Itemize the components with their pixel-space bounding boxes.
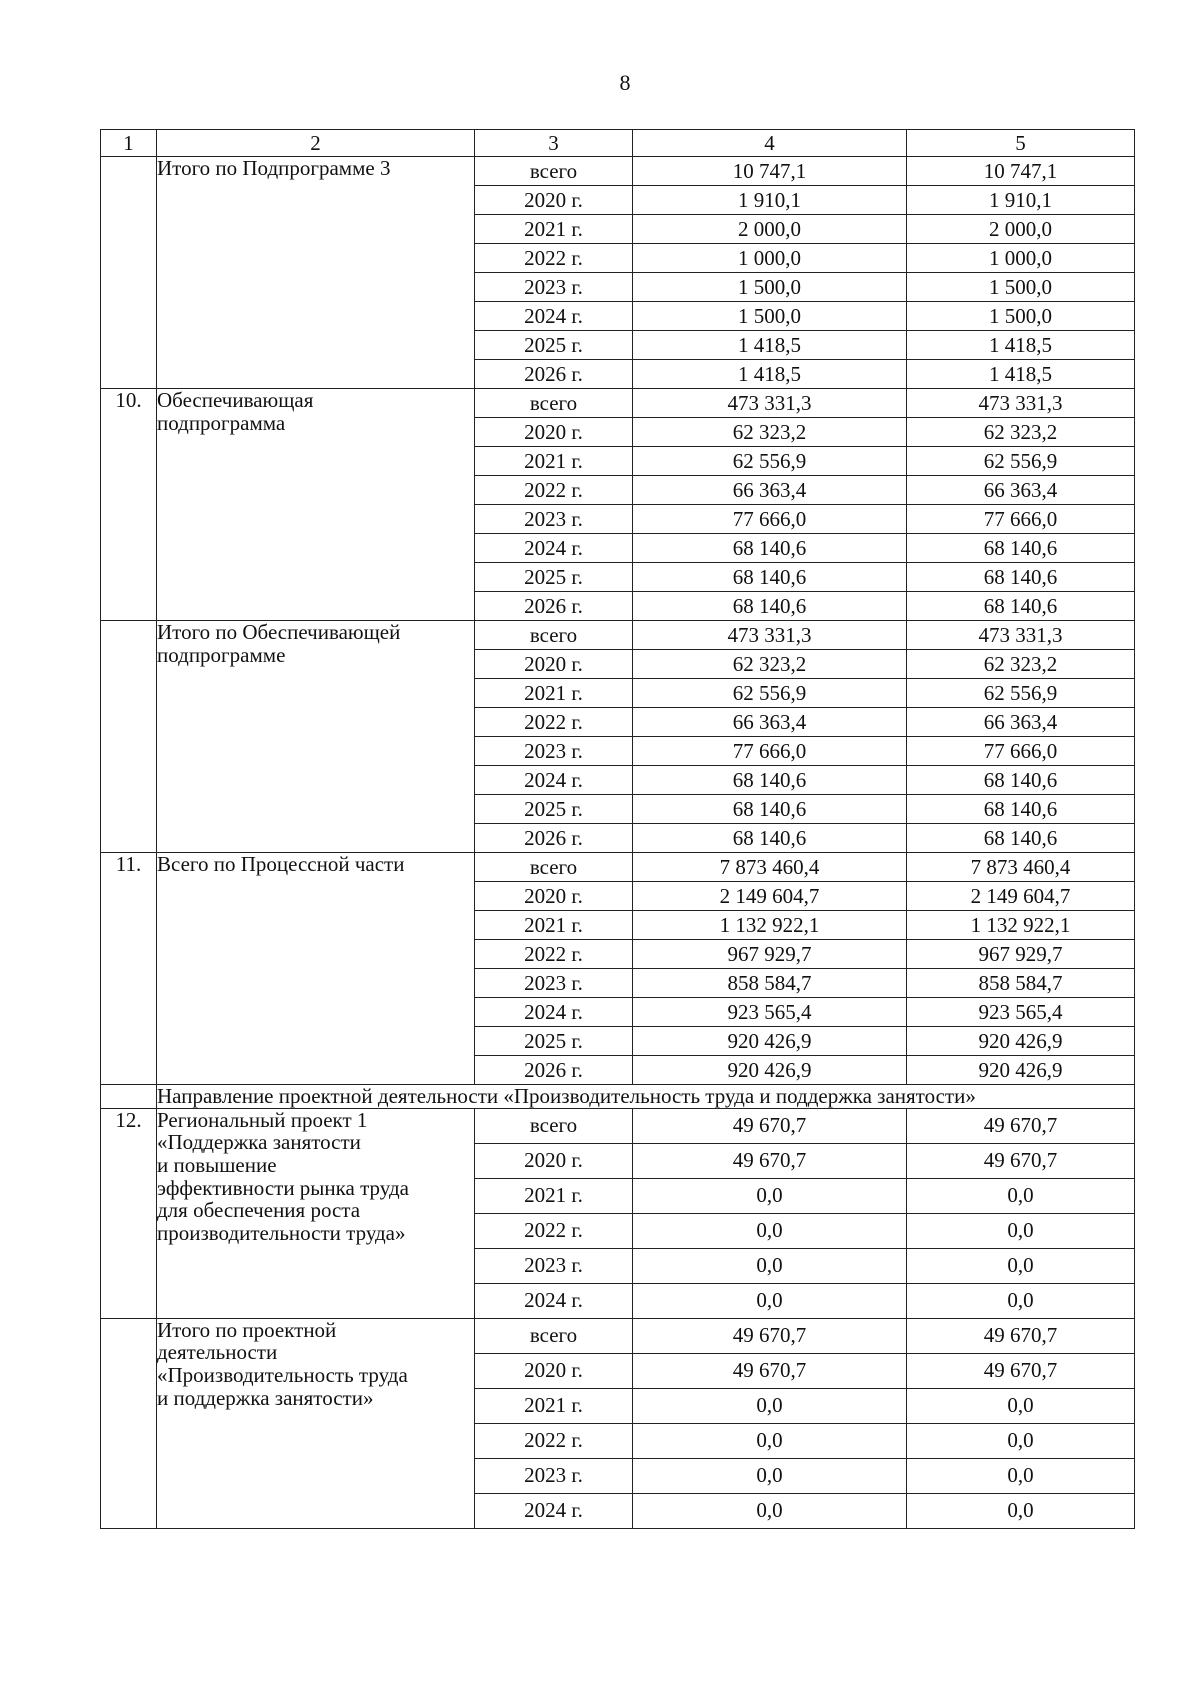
period-cell: 2021 г. [475,1178,633,1213]
value-col5-cell: 10 747,1 [907,157,1135,186]
value-col4-cell: 1 000,0 [633,244,907,273]
value-col5-cell: 62 556,9 [907,447,1135,476]
value-col4-cell: 68 140,6 [633,592,907,621]
period-cell: всего [475,389,633,418]
period-cell: всего [475,157,633,186]
value-col5-cell: 0,0 [907,1493,1135,1528]
value-col5-cell: 68 140,6 [907,534,1135,563]
period-cell: 2024 г. [475,766,633,795]
value-col4-cell: 2 000,0 [633,215,907,244]
period-cell: 2022 г. [475,940,633,969]
row-name-line: деятельности [157,1340,278,1365]
row-number: 10. [101,389,157,621]
period-cell: 2022 г. [475,1423,633,1458]
period-cell: 2020 г. [475,186,633,215]
value-col4-cell: 1 418,5 [633,331,907,360]
value-col5-cell: 77 666,0 [907,737,1135,766]
value-col5-cell: 68 140,6 [907,795,1135,824]
value-col5-cell: 0,0 [907,1423,1135,1458]
period-cell: всего [475,621,633,650]
value-col5-cell: 7 873 460,4 [907,853,1135,882]
value-col4-cell: 473 331,3 [633,389,907,418]
value-col5-cell: 62 323,2 [907,650,1135,679]
table-row [101,621,1135,650]
row-name-line: Итого по Обеспечивающей [157,620,401,644]
value-col5-cell: 1 000,0 [907,244,1135,273]
row-name [157,621,475,853]
row-name-line: Региональный проект 1 [157,1107,368,1132]
row-name-line: и повышение [157,1153,277,1178]
period-cell: 2024 г. [475,534,633,563]
value-col5-cell: 920 426,9 [907,1027,1135,1056]
row-name-line: «Производительность труда [157,1363,408,1388]
period-cell: 2021 г. [475,1388,633,1423]
period-cell: 2023 г. [475,737,633,766]
row-name [157,1108,475,1318]
row-name-line: «Поддержка занятости [157,1130,361,1155]
period-cell: 2024 г. [475,1283,633,1318]
value-col5-cell: 68 140,6 [907,766,1135,795]
value-col5-cell: 66 363,4 [907,476,1135,505]
period-cell: 2022 г. [475,476,633,505]
value-col5-cell: 473 331,3 [907,389,1135,418]
value-col4-cell: 1 910,1 [633,186,907,215]
value-col4-cell: 62 323,2 [633,650,907,679]
row-name-line: подпрограмме [157,642,286,667]
period-cell: 2022 г. [475,708,633,737]
row-name-line: Итого по Подпрограмме 3 [157,156,391,180]
period-cell: 2023 г. [475,505,633,534]
page-number: 8 [619,70,631,95]
row-number: 12. [101,1108,157,1318]
value-col4-cell: 0,0 [633,1213,907,1248]
table-row [101,157,1135,186]
row-name-line: Итого по проектной [157,1317,337,1342]
value-col4-cell: 923 565,4 [633,998,907,1027]
value-col5-cell: 49 670,7 [907,1353,1135,1388]
value-col4-cell: 68 140,6 [633,563,907,592]
row-number: 11. [101,853,157,1085]
value-col5-cell: 62 323,2 [907,418,1135,447]
value-col5-cell: 0,0 [907,1283,1135,1318]
period-cell: 2024 г. [475,302,633,331]
value-col4-cell: 920 426,9 [633,1027,907,1056]
period-cell: 2026 г. [475,1056,633,1085]
row-name [157,157,475,389]
value-col4-cell: 1 500,0 [633,302,907,331]
value-col4-cell: 7 873 460,4 [633,853,907,882]
table-row [101,853,1135,882]
period-cell: всего [475,1108,633,1143]
period-cell: 2020 г. [475,418,633,447]
value-col4-cell: 68 140,6 [633,766,907,795]
value-col5-cell: 68 140,6 [907,824,1135,853]
period-cell: 2022 г. [475,244,633,273]
budget-table [100,129,1135,1529]
row-name-line: Обеспечивающая [157,388,314,412]
value-col5-cell: 0,0 [907,1178,1135,1213]
section-row [101,1085,1135,1109]
value-col4-cell: 967 929,7 [633,940,907,969]
value-col4-cell: 68 140,6 [633,795,907,824]
value-col4-cell: 62 556,9 [633,679,907,708]
period-cell: 2025 г. [475,563,633,592]
value-col4-cell: 0,0 [633,1248,907,1283]
value-col4-cell: 473 331,3 [633,621,907,650]
column-header-2: 2 [157,130,475,157]
value-col5-cell: 0,0 [907,1213,1135,1248]
column-header-5: 5 [907,130,1135,157]
period-cell: 2026 г. [475,824,633,853]
value-col5-cell: 49 670,7 [907,1318,1135,1353]
value-col4-cell: 0,0 [633,1283,907,1318]
row-name [157,1318,475,1528]
value-col4-cell: 1 132 922,1 [633,911,907,940]
row-name-line: подпрограмма [157,410,286,435]
value-col4-cell: 77 666,0 [633,505,907,534]
value-col4-cell: 49 670,7 [633,1318,907,1353]
period-cell: 2026 г. [475,360,633,389]
row-number [101,157,157,389]
header-row [101,130,1135,157]
period-cell: 2021 г. [475,911,633,940]
value-col5-cell: 0,0 [907,1248,1135,1283]
row-number [101,1085,157,1109]
period-cell: 2025 г. [475,795,633,824]
row-name-line: эффективности рынка труда [157,1175,409,1200]
period-cell: 2021 г. [475,679,633,708]
value-col5-cell: 920 426,9 [907,1056,1135,1085]
value-col4-cell: 62 323,2 [633,418,907,447]
period-cell: 2022 г. [475,1213,633,1248]
value-col4-cell: 1 418,5 [633,360,907,389]
section-title: Направление проектной деятельности «Производительность труда и поддержка занятости» [157,1085,1135,1109]
value-col4-cell: 66 363,4 [633,708,907,737]
value-col5-cell: 66 363,4 [907,708,1135,737]
table-row [101,1108,1135,1143]
value-col5-cell: 1 132 922,1 [907,911,1135,940]
period-cell: 2020 г. [475,650,633,679]
value-col4-cell: 0,0 [633,1388,907,1423]
value-col5-cell: 62 556,9 [907,679,1135,708]
period-cell: 2020 г. [475,1143,633,1178]
period-cell: 2023 г. [475,969,633,998]
column-header-1: 1 [101,130,157,157]
table-row [101,1318,1135,1353]
period-cell: 2024 г. [475,998,633,1027]
value-col5-cell: 1 418,5 [907,331,1135,360]
period-cell: 2020 г. [475,1353,633,1388]
value-col4-cell: 0,0 [633,1458,907,1493]
value-col5-cell: 923 565,4 [907,998,1135,1027]
value-col4-cell: 10 747,1 [633,157,907,186]
value-col4-cell: 0,0 [633,1423,907,1458]
value-col4-cell: 68 140,6 [633,824,907,853]
period-cell: 2021 г. [475,447,633,476]
period-cell: 2024 г. [475,1493,633,1528]
value-col5-cell: 0,0 [907,1458,1135,1493]
value-col5-cell: 1 500,0 [907,273,1135,302]
row-name-line: для обеспечения роста [157,1198,361,1223]
value-col5-cell: 2 000,0 [907,215,1135,244]
value-col4-cell: 62 556,9 [633,447,907,476]
column-header-3: 3 [475,130,633,157]
value-col4-cell: 858 584,7 [633,969,907,998]
value-col5-cell: 0,0 [907,1388,1135,1423]
value-col4-cell: 49 670,7 [633,1108,907,1143]
row-number [101,621,157,853]
period-cell: 2023 г. [475,1458,633,1493]
value-col5-cell: 68 140,6 [907,592,1135,621]
value-col4-cell: 68 140,6 [633,534,907,563]
value-col4-cell: 66 363,4 [633,476,907,505]
value-col5-cell: 2 149 604,7 [907,882,1135,911]
period-cell: всего [475,1318,633,1353]
row-name [157,389,475,621]
value-col5-cell: 49 670,7 [907,1143,1135,1178]
column-header-4: 4 [633,130,907,157]
value-col4-cell: 1 500,0 [633,273,907,302]
value-col4-cell: 77 666,0 [633,737,907,766]
value-col5-cell: 967 929,7 [907,940,1135,969]
period-cell: 2025 г. [475,331,633,360]
row-name-line: производительности труда» [157,1221,406,1246]
period-cell: 2020 г. [475,882,633,911]
period-cell: 2026 г. [475,592,633,621]
row-number [101,1318,157,1528]
period-cell: всего [475,853,633,882]
value-col5-cell: 1 418,5 [907,360,1135,389]
value-col4-cell: 2 149 604,7 [633,882,907,911]
period-cell: 2023 г. [475,1248,633,1283]
value-col5-cell: 77 666,0 [907,505,1135,534]
row-name [157,853,475,1085]
period-cell: 2021 г. [475,215,633,244]
value-col4-cell: 0,0 [633,1178,907,1213]
value-col4-cell: 0,0 [633,1493,907,1528]
value-col5-cell: 49 670,7 [907,1108,1135,1143]
row-name-line: Всего по Процессной части [157,852,405,876]
row-name-line: и поддержка занятости» [157,1385,374,1410]
table-row [101,389,1135,418]
value-col5-cell: 473 331,3 [907,621,1135,650]
value-col4-cell: 49 670,7 [633,1143,907,1178]
value-col5-cell: 1 500,0 [907,302,1135,331]
value-col4-cell: 920 426,9 [633,1056,907,1085]
period-cell: 2025 г. [475,1027,633,1056]
value-col4-cell: 49 670,7 [633,1353,907,1388]
value-col5-cell: 68 140,6 [907,563,1135,592]
table-body [101,130,1135,1529]
period-cell: 2023 г. [475,273,633,302]
value-col5-cell: 1 910,1 [907,186,1135,215]
value-col5-cell: 858 584,7 [907,969,1135,998]
